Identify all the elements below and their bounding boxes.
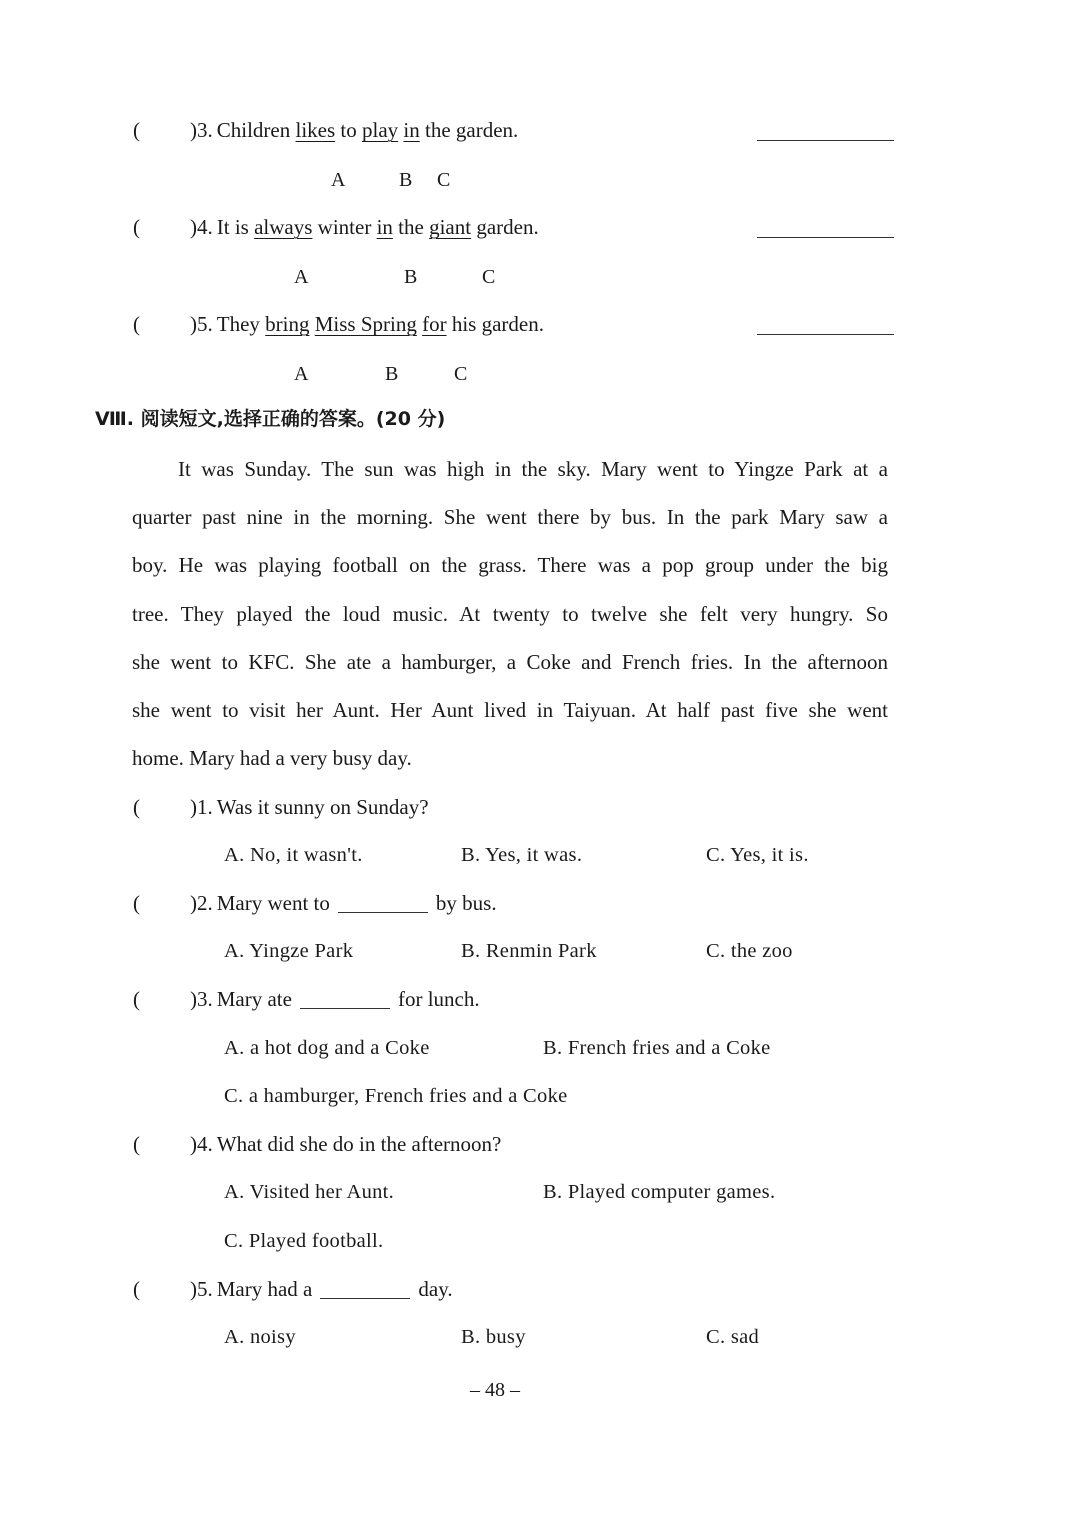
question-text-end: day. xyxy=(418,1277,453,1301)
option-c[interactable]: C. a hamburger, French fries and a Coke xyxy=(224,1085,568,1107)
underlined-b: Miss Spring xyxy=(314,312,417,336)
answer-paren[interactable]: ( xyxy=(133,987,140,1011)
label-a: A xyxy=(294,363,309,385)
option-b[interactable]: B. Renmin Park xyxy=(461,940,597,962)
label-c: C xyxy=(437,169,451,191)
fill-blank[interactable] xyxy=(300,990,390,1009)
error-item-4 xyxy=(190,217,539,238)
answer-paren[interactable]: ( xyxy=(133,795,140,819)
question-text: Mary ate xyxy=(216,987,292,1011)
error-item-3 xyxy=(190,120,518,141)
label-c: C xyxy=(454,363,468,385)
option-a[interactable]: A. Visited her Aunt. xyxy=(224,1181,395,1203)
answer-paren[interactable]: ( xyxy=(133,215,140,239)
passage-line xyxy=(132,445,888,493)
option-c[interactable]: C. Played football. xyxy=(224,1230,384,1252)
question-number: )3. xyxy=(190,987,213,1011)
option-a[interactable]: A. Yingze Park xyxy=(224,940,354,962)
underlined-a: likes xyxy=(295,118,336,142)
item-number: )4. xyxy=(190,215,213,239)
underlined-b: in xyxy=(376,215,393,239)
correction-blank[interactable] xyxy=(757,334,894,335)
item-text-mid: the xyxy=(392,215,430,239)
option-c[interactable]: C. Yes, it is. xyxy=(706,844,809,866)
label-a: A xyxy=(331,169,346,191)
label-b: B xyxy=(399,169,413,191)
item-text-pre: They xyxy=(216,312,266,336)
item-text-post: the garden. xyxy=(419,118,519,142)
question-text: What did she do in the afternoon? xyxy=(216,1132,502,1156)
option-a[interactable]: A. No, it wasn't. xyxy=(224,844,363,866)
option-c[interactable]: C. the zoo xyxy=(706,940,793,962)
question-number: )2. xyxy=(190,891,213,915)
question-3 xyxy=(190,989,480,1010)
option-b[interactable]: B. Played computer games. xyxy=(543,1181,776,1203)
passage-line: she went to KFC. She ate a hamburger, a Coke and French fries. In the afternoon xyxy=(132,649,888,674)
item-text-post: his garden. xyxy=(446,312,544,336)
passage-line: tree. They played the loud music. At twenty to twelve she felt very hungry. So xyxy=(132,601,888,626)
fill-blank[interactable] xyxy=(338,894,428,913)
answer-paren[interactable]: ( xyxy=(133,118,140,142)
error-item-5 xyxy=(190,314,544,335)
option-c[interactable]: C. sad xyxy=(706,1326,760,1348)
item-text-mid: winter xyxy=(312,215,377,239)
item-text-pre: Children xyxy=(216,118,296,142)
question-number: )5. xyxy=(190,1277,213,1301)
answer-paren[interactable]: ( xyxy=(133,312,140,336)
passage-line: quarter past nine in the morning. She went there by bus. In the park Mary saw a xyxy=(132,505,888,530)
item-text-post: garden. xyxy=(471,215,539,239)
underlined-c: in xyxy=(403,118,420,142)
label-b: B xyxy=(404,266,418,288)
underlined-a: bring xyxy=(265,312,310,336)
item-text-pre: It is xyxy=(216,215,255,239)
section-heading: Ⅷ. 阅读短文,选择正确的答案。(20 分) xyxy=(95,408,446,430)
option-a[interactable]: A. a hot dog and a Coke xyxy=(224,1037,430,1059)
question-text-end: by bus. xyxy=(435,891,497,915)
question-5 xyxy=(190,1279,453,1300)
answer-paren[interactable]: ( xyxy=(133,1277,140,1301)
item-number: )5. xyxy=(190,312,213,336)
question-number: )4. xyxy=(190,1132,213,1156)
question-1 xyxy=(190,797,429,818)
option-b[interactable]: B. French fries and a Coke xyxy=(543,1037,771,1059)
passage-line: home. Mary had a very busy day. xyxy=(132,746,412,771)
item-text-mid: to xyxy=(335,118,363,142)
underlined-c: giant xyxy=(429,215,472,239)
option-b[interactable]: B. busy xyxy=(461,1326,526,1348)
correction-blank[interactable] xyxy=(757,140,894,141)
question-4 xyxy=(190,1134,501,1155)
passage-line: boy. He was playing football on the grass. There was a pop group under the big xyxy=(132,553,888,578)
question-text-end: for lunch. xyxy=(397,987,480,1011)
fill-blank[interactable] xyxy=(320,1280,410,1299)
question-text: Mary had a xyxy=(216,1277,313,1301)
question-text: Mary went to xyxy=(216,891,330,915)
answer-paren[interactable]: ( xyxy=(133,891,140,915)
label-b: B xyxy=(385,363,399,385)
option-b[interactable]: B. Yes, it was. xyxy=(461,844,583,866)
question-2 xyxy=(190,893,497,914)
item-number: )3. xyxy=(190,118,213,142)
underlined-a: always xyxy=(254,215,313,239)
label-c: C xyxy=(482,266,496,288)
reading-passage xyxy=(132,445,888,782)
passage-text: It was Sunday. The sun was high in the sky. Mary went to Yingze Park at a xyxy=(178,457,888,481)
underlined-c: for xyxy=(422,312,447,336)
correction-blank[interactable] xyxy=(757,237,894,238)
question-text: Was it sunny on Sunday? xyxy=(216,795,429,819)
option-a[interactable]: A. noisy xyxy=(224,1326,296,1348)
question-number: )1. xyxy=(190,795,213,819)
answer-paren[interactable]: ( xyxy=(133,1132,140,1156)
passage-line: she went to visit her Aunt. Her Aunt lived in Taiyuan. At half past five she went xyxy=(132,697,888,722)
page-number: – 48 – xyxy=(470,1379,520,1401)
label-a: A xyxy=(294,266,309,288)
underlined-b: play xyxy=(362,118,399,142)
